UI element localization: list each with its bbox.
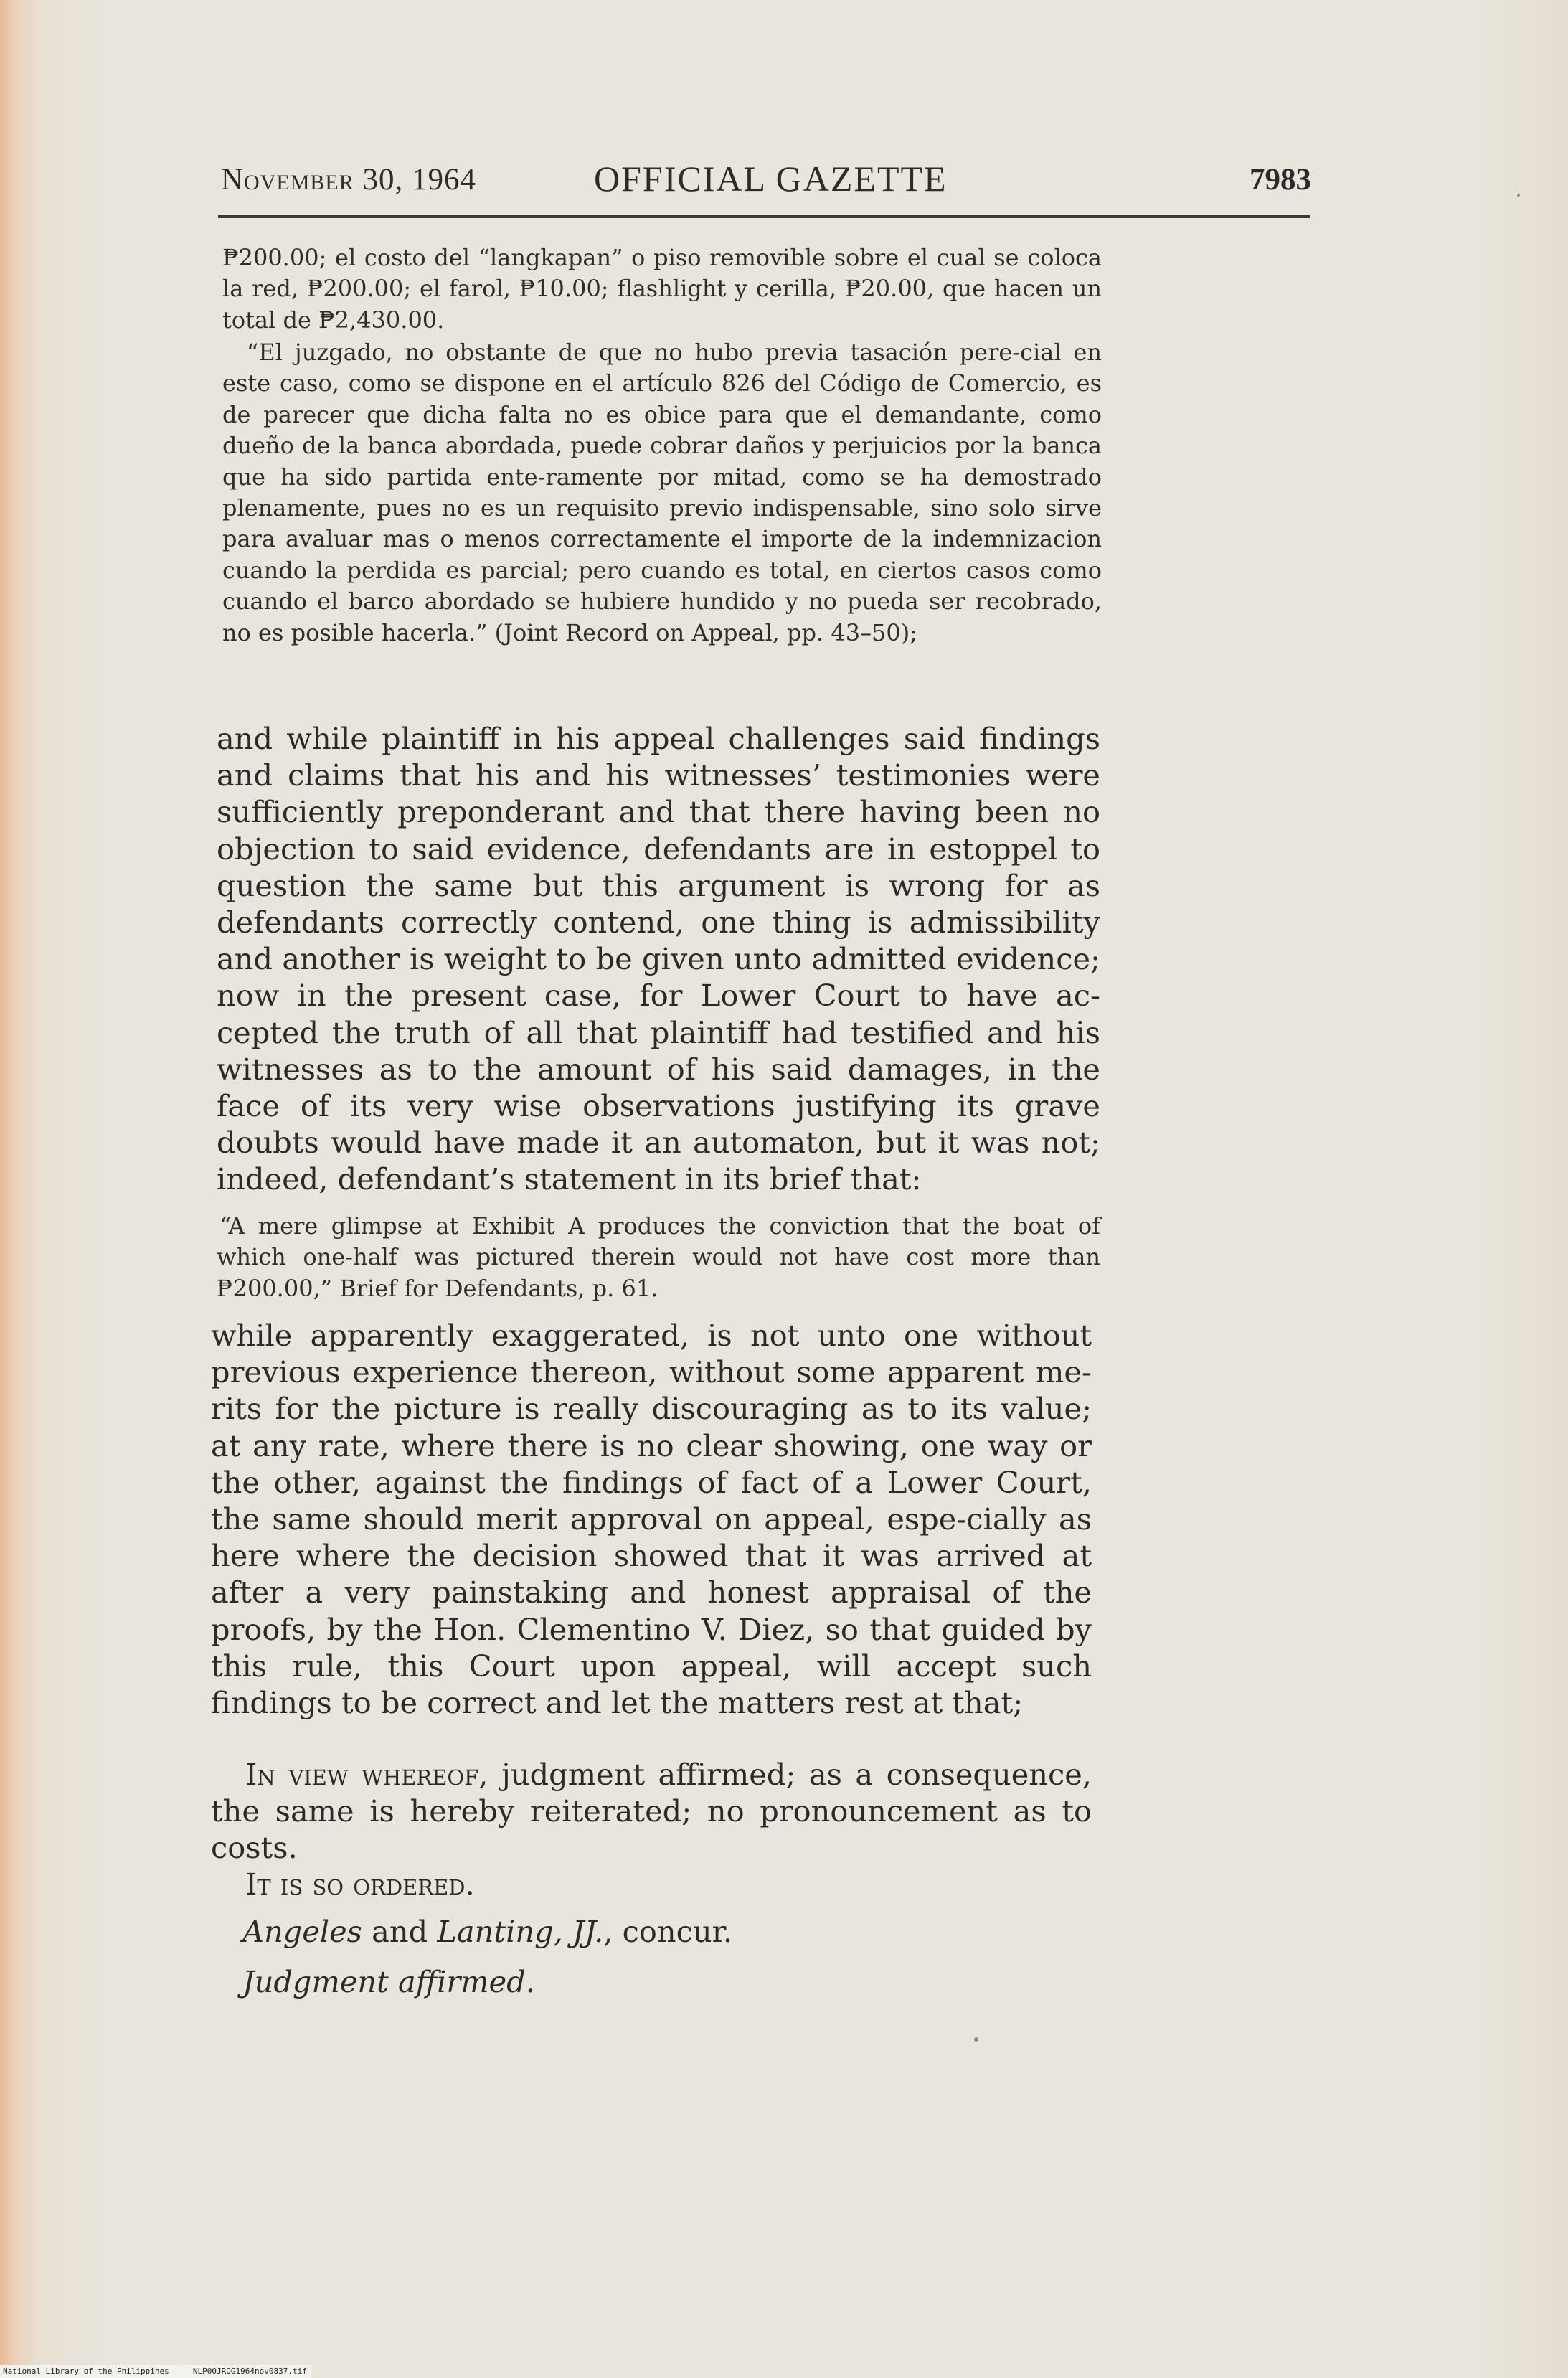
scan-footer-stamp: National Library of the Philippines NLP00JROG1964nov0837.tif xyxy=(0,2365,311,2378)
page-number: 7983 xyxy=(1250,163,1311,197)
quote-brief: “A mere glimpse at Exhibit A produces the conviction that the boat of which one-half was pictured therein would not have cost more than ₱200.00,” Brief for Defendants, p. 61. xyxy=(217,1212,1100,1302)
order-line: It is so ordered. xyxy=(245,1867,475,1902)
running-header xyxy=(221,158,1311,208)
disposition-paragraph xyxy=(211,1756,1092,1867)
justice-name-2: Lanting, JJ. xyxy=(437,1914,604,1949)
header-title: OFFICIAL GAZETTE xyxy=(594,159,948,199)
disposition-lead: In view whereof, xyxy=(245,1757,488,1792)
quote-spanish-para-2: “El juzgado, no obstante de que no hubo previa tasación pere-cial en este caso, como se dispone en el artículo 826 del Código de Comercio, es de parecer que dicha falta no es obice para que el demandante, como dueño de la banca abordada, puede cobrar daños y perjuicios por la banca que ha sido partida ente-ramente por mitad, como se ha demostrado plenamente, pues no es un requisito previo indispensable, sino solo sirve para avaluar mas o menos correctamente el importe de la indemnizacion cuando la perdida es parcial; pero cuando es total, en ciertos casos como cuando el barco abordado se hubiere hundido y no pueda ser recobrado, no es posible hacerla.” (Joint Record on Appeal, pp. 43–50); xyxy=(222,339,1102,646)
concur-and: and xyxy=(362,1914,438,1949)
body-paragraph-2: while apparently exaggerated, is not unto one without previous experience thereon, without some apparent me-rits for the picture is really discouraging as to its value; at any rate, where there is no clear showing, one way or the other, against the findings of fact of a Lower Court, the same should merit approval on appeal, espe-cially as here where the decision showed that it was arrived at after a very painstaking and honest appraisal of the proofs, by the Hon. Clementino V. Diez, so that guided by this rule, this Court upon appeal, will accept such findings to be correct and let the matters rest at that; xyxy=(211,1318,1092,1721)
quote-spanish-para-1: ₱200.00; el costo del “langkapan” o piso removible sobre el cual se coloca la red, ₱200.00; el farol, ₱10.00; flashlight y cerilla, ₱20.00, que hacen un total de ₱2,430.00. xyxy=(222,244,1102,334)
ink-speck xyxy=(974,2037,978,2042)
header-rule xyxy=(218,215,1310,218)
result-line: Judgment affirmed. xyxy=(242,1964,535,1999)
body-paragraph-1: and while plaintiff in his appeal challenges said findings and claims that his and his witnesses’ testimonies were sufficiently preponderant and that there having been no objection to said evidence, defendants are in estoppel to question the same but this argument is wrong for as defendants correctly contend, one thing is admissibility and another is weight to be given unto admitted evidence; now in the present case, for Lower Court to have ac-cepted the truth of all that plaintiff had testified and his witnesses as to the amount of his said damages, in the face of its very wise observations justifying its grave doubts would have made it an automaton, but it was not; indeed, defendant’s statement in its brief that: xyxy=(217,721,1100,1197)
ink-speck xyxy=(1517,194,1520,197)
disposition-text: judgment affirmed; as a consequence, the same is hereby reiterated; no pronouncement as to costs. xyxy=(211,1757,1092,1866)
header-date: November 30, 1964 xyxy=(221,163,476,197)
justice-name-1: Angeles xyxy=(242,1914,362,1949)
concurrence-line xyxy=(242,1913,888,1950)
concur-rest: , concur. xyxy=(603,1914,733,1949)
